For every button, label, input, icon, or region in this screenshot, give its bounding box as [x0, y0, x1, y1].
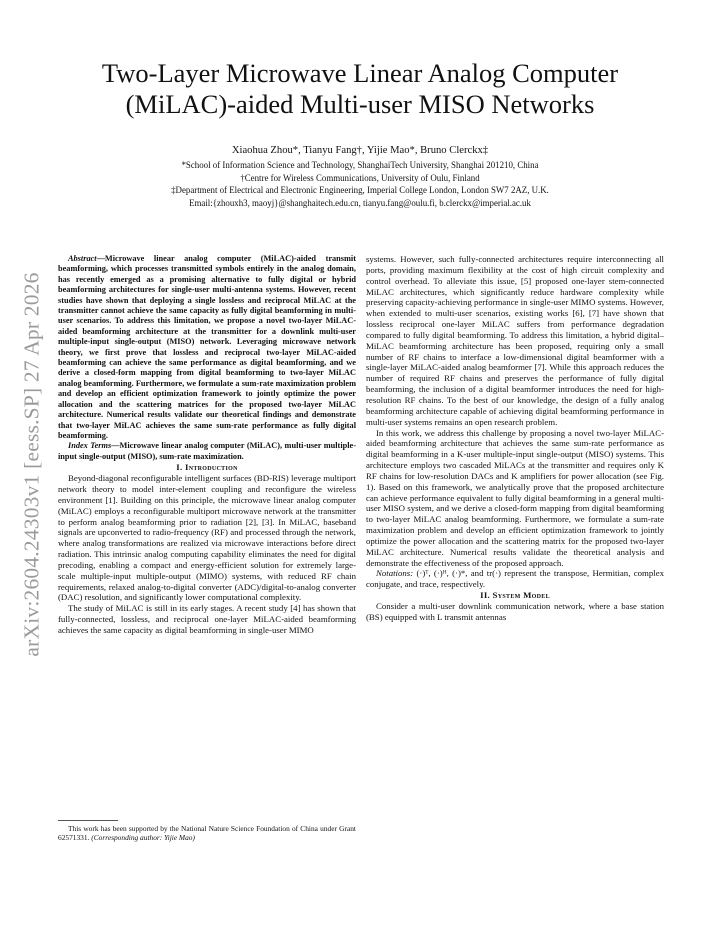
index-terms-text: —Microwave linear analog computer (MiLAC), multi-user multiple-input single-output (MISO), sum-rate maximization. — [58, 441, 356, 461]
index-terms-label: Index Terms — [68, 441, 112, 451]
abstract-text: —Microwave linear analog computer (MiLAC)-aided transmit beamforming, which processes transmitted symbols entirely in the analog domain, has recently emerged as a promising alternative to fully digital or hybrid beamforming architectures for single-user multi-antenna systems. However, recent studies have shown that deploying a single lossless and reciprocal MiLAC at the transmitter cannot achieve the same capacity as fully digital beamforming in multi-user scenarios. To address this limitation, we propose a novel two-layer MiLAC-aided beamforming architecture at the transmitter for a downlink multi-user multiple-input single-output (MISO) network. Leveraging microwave network theory, we first prove that lossless and reciprocal two-layer MiLAC-aided beamforming can achieve the same performance as digital beamforming, and we derive a closed-form mapping from digital beamforming to two-layer MiLAC analog beamforming. Furthermore, we formulate a sum-rate maximization problem and develop an efficient optimization framework to jointly optimize the power allocation and the scattering matrices for the proposed two-layer MiLAC architecture. Numerical results validate our theoretical findings and demonstrate that two-layer MiLAC achieves the same sum-rate performance as fully digital beamforming. — [58, 254, 356, 440]
intro-paragraph: In this work, we address this challenge by proposing a novel two-layer MiLAC-aided beamforming architecture that achieves the same sum-rate performance as digital beamforming in a K-user multiple-input single-output (MISO) systems. This architecture employs two cascaded MiLACs at the transmitter and requires only K RF chains for low-resolution DACs and K amplifiers for power allocation (see Fig. 1). Based on this framework, we analytically prove that the proposed architecture can achieve performance equivalent to fully digital beamforming in a general multi-user MISO system, and we derive a closed-form mapping from digital beamforming to two-layer MiLAC analog beamforming. Furthermore, we formulate a sum-rate maximization problem and develop an efficient optimization framework to jointly optimize the power allocation and the scattering matrix for the proposed two-layer MiLAC architecture. Numerical results validate the theoretical analysis and demonstrate the effectiveness of the proposed approach. — [366, 427, 664, 568]
footnote — [58, 824, 356, 842]
abstract — [58, 254, 356, 441]
author-list: Xiaohua Zhou*, Tianyu Fang†, Yijie Mao*, Bruno Clerckx‡ — [231, 145, 489, 156]
intro-paragraph: Beyond-diagonal reconfigurable intelligent surfaces (BD-RIS) leverage multiport network theory to model inter-element coupling and reconfigure the wireless environment [1]. Building on this principle, the microwave linear analog computer (MiLAC) employs a reconfigurable multiport microwave network at the transmitter to perform analog beamforming prior to radiation [2], [3]. In MiLAC, baseband signals are upconverted to radio-frequency (RF) and processed through the network, where analog transformations are realized via microwave interactions before direct radiation. This intrinsic analog computing capability eliminates the need for digital precoding, enabling a compact and energy-efficient solution for extremely large-scale multiple-input multiple-output (MIMO) systems, with reduced RF chain requirements, relaxed analog-to-digital converter (ADC)/digital-to-analog converter (DAC) resolution, and significantly lower computational complexity. — [58, 473, 356, 603]
section-heading-introduction: I. Introduction — [176, 462, 238, 473]
intro-paragraph: systems. However, such fully-connected architectures require interconnecting all ports, providing maximum flexibility at the cost of high circuit complexity and control overhead. To alleviate this issue, [5] proposed one-layer stem-connected MiLAC architectures, which significantly reduce hardware complexity while preserving capacity-achieving performance in single-user MIMO systems. However, when extended to multi-user scenarios, existing works [6], [7] have shown that lossless reciprocal one-layer MiLAC suffers from performance degradation compared to fully digital beamforming. To address this limitation, a hybrid digital–MiLAC beamforming architecture has been proposed, requiring only a small number of RF chains to interface a low-dimensional digital beamformer with a single-layer MiLAC-aided analog beamformer [7]. While this approach reduces the number of required RF chains and preserves the performance of fully digital beamforming, the inclusion of a digital beamformer introduces the need for high-resolution RF chains. To the best of our knowledge, the design of a fully analog beamforming architecture capable of achieving digital beamforming performance in multi-user systems remains an open research problem. — [366, 254, 664, 427]
affiliations — [60, 159, 660, 209]
intro-paragraph: The study of MiLAC is still in its early stages. A recent study [4] has shown that fully-connected, lossless, and reciprocal one-layer MiLAC-aided beamforming achieves the same capacity as digital beamforming in single-user MIMO — [58, 603, 356, 635]
affiliation-imperial: ‡Department of Electrical and Electronic Engineering, Imperial College London, London SW7 2AZ, U.K. — [171, 185, 549, 195]
arxiv-stamp — [14, 271, 50, 657]
affiliation-oulu: †Centre for Wireless Communications, University of Oulu, Finland — [240, 172, 480, 183]
author-emails: Email:{zhouxh3, maoyj}@shanghaitech.edu.cn, tianyu.fang@oulu.fi, b.clerckx@imperial.ac.uk — [189, 197, 531, 208]
right-column — [366, 254, 664, 623]
left-column — [58, 254, 356, 636]
footnote-corresponding-author: (Corresponding author: Yijie Mao) — [91, 833, 195, 842]
footnote-text: This work has been supported by the National Nature Science Foundation of China under Grant 62571331. — [58, 824, 356, 842]
arxiv-stamp-text: arXiv:2604.24303v1 [eess.SP] 27 Apr 2026 — [19, 271, 44, 657]
affiliation-shanghaitech: *School of Information Science and Technology, ShanghaiTech University, Shanghai 201210, China — [181, 160, 539, 170]
footnote-rule — [58, 820, 118, 821]
index-terms — [58, 441, 356, 462]
section-heading-system-model: II. System Model — [480, 590, 550, 601]
system-model-paragraph: Consider a multi-user downlink communication network, where a base station (BS) equipped with L transmit antennas — [366, 601, 664, 622]
notations-paragraph — [366, 568, 664, 590]
paper-title: Two-Layer Microwave Linear Analog Computer (MiLAC)-aided Multi-user MISO Networks — [101, 58, 619, 119]
notations-label: Notations: — [376, 568, 414, 579]
abstract-label: Abstract — [68, 254, 97, 263]
notations-text: (·)ᵀ, (·)ᴴ, (·)*, and tr(·) represent the transpose, Hermitian, complex conjugate, and trace, respectively. — [366, 568, 664, 590]
